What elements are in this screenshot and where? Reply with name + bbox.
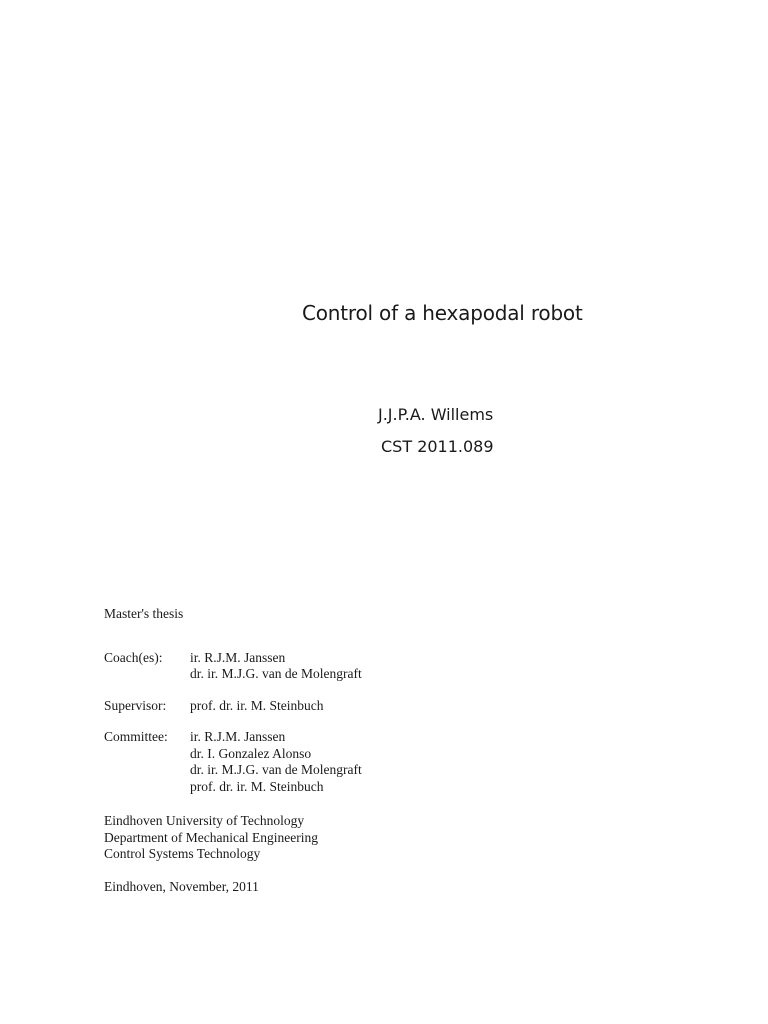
supervisor-row bbox=[104, 698, 362, 715]
role-label-committee: Committee: bbox=[104, 729, 168, 744]
supervisor-name: prof. dr. ir. M. Steinbuch bbox=[190, 697, 324, 713]
committee-member: dr. ir. M.J.G. van de Molengraft bbox=[190, 762, 362, 777]
thesis-title: Control of a hexapodal robot bbox=[302, 301, 583, 325]
coaches-row bbox=[104, 650, 362, 683]
institution-block bbox=[104, 813, 362, 863]
committee-row bbox=[104, 729, 362, 795]
role-label-supervisor: Supervisor: bbox=[104, 697, 167, 713]
group-name: Control Systems Technology bbox=[104, 846, 261, 861]
committee-member: prof. dr. ir. M. Steinbuch bbox=[190, 778, 324, 794]
supervisor-list bbox=[190, 698, 324, 715]
department-name: Department of Mechanical Engineering bbox=[104, 829, 319, 845]
thesis-type: Master's thesis bbox=[104, 606, 184, 621]
committee-list bbox=[190, 729, 362, 795]
coaches-list bbox=[190, 650, 362, 683]
committee-member: ir. R.J.M. Janssen bbox=[190, 729, 286, 744]
report-number: CST 2011.089 bbox=[381, 437, 494, 456]
university-name: Eindhoven University of Technology bbox=[104, 813, 305, 828]
role-label-coaches: Coach(es): bbox=[104, 649, 163, 665]
thesis-details bbox=[104, 606, 362, 895]
author-name: J.J.P.A. Willems bbox=[378, 405, 494, 424]
place-date: Eindhoven, November, 2011 bbox=[104, 878, 259, 894]
coach-name: ir. R.J.M. Janssen bbox=[190, 649, 286, 665]
coach-name: dr. ir. M.J.G. van de Molengraft bbox=[190, 666, 362, 681]
committee-member: dr. I. Gonzalez Alonso bbox=[190, 745, 312, 761]
